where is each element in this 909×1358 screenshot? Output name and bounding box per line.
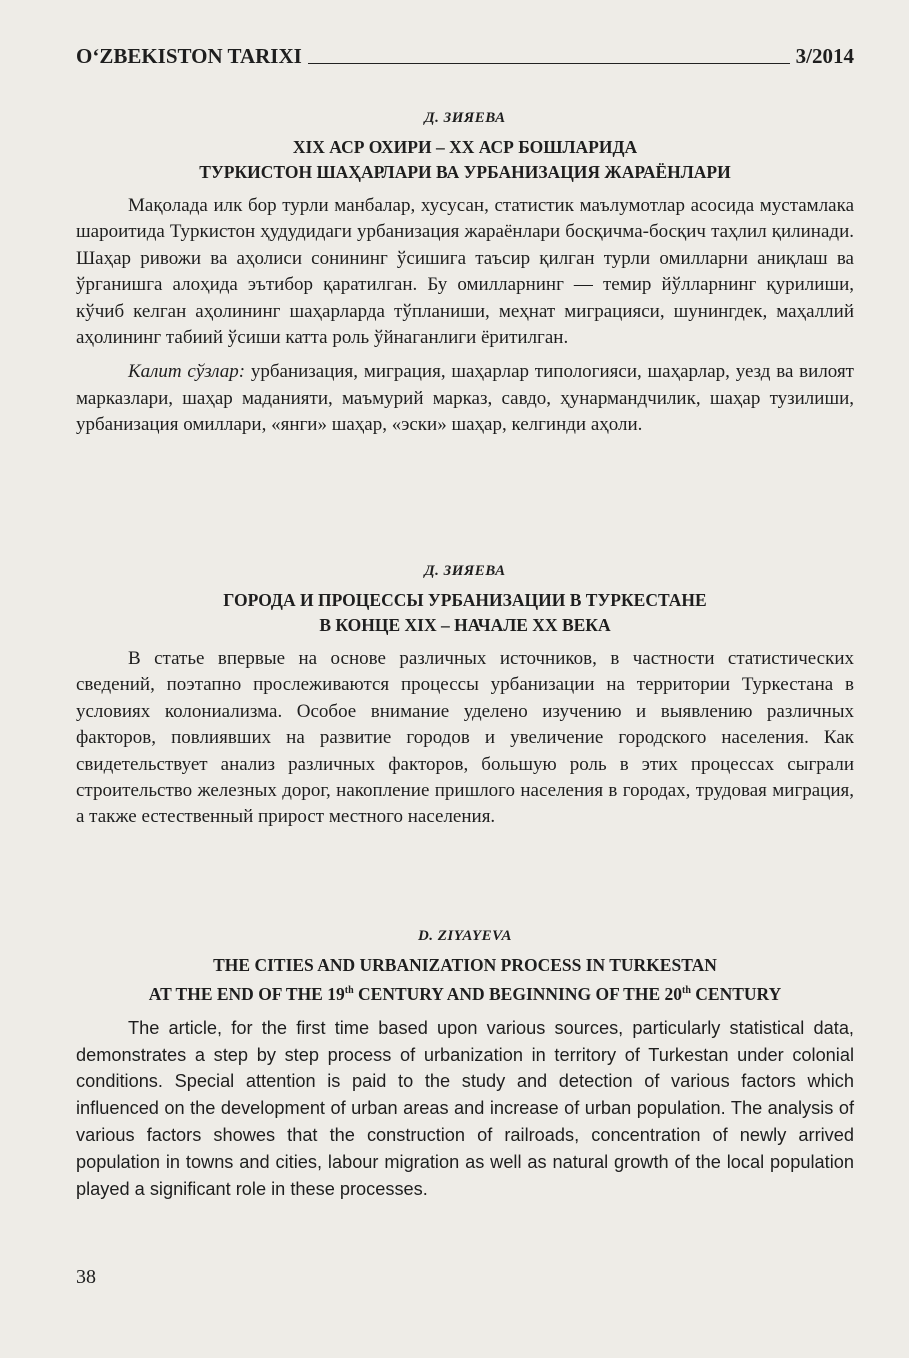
journal-name: O‘ZBEKISTON TARIXI xyxy=(76,44,302,68)
abstract-en: The article, for the first time based upon various sources, particularly statistical data, demonstrates a step by step process of urbanization in territory of Turkestan under colonial conditions. Special attention is paid to the study and detection of various factors which influenced on the development of urban areas and increase of urban population. The analysis of various factors showes that the construction of railroads, concentration of newly arrived population in towns and cities, labour migration as well as natural growth of the local population played a significant role in these processes. xyxy=(76,1017,854,1199)
page-number: 38 xyxy=(76,1266,96,1288)
uzbek-abstract-section xyxy=(76,110,854,439)
title-en-sup2: th xyxy=(682,985,691,996)
keywords-uz xyxy=(76,359,854,438)
title-en-line2 xyxy=(76,978,854,1007)
author-ru: Д. ЗИЯЕВА xyxy=(424,563,506,579)
author-en: D. ZIYAYEVA xyxy=(417,928,513,944)
title-uz-line1: XIX АСР ОХИРИ – XX АСР БОШЛАРИДА xyxy=(292,137,638,157)
title-en-line2-part3: CENTURY xyxy=(690,983,782,1004)
issue-number: 3/2014 xyxy=(795,44,854,68)
title-ru-line1: ГОРОДА И ПРОЦЕССЫ УРБАНИЗАЦИИ В ТУРКЕСТАНЕ xyxy=(223,590,707,610)
title-ru-line2: В КОНЦЕ XIX – НАЧАЛЕ XX ВЕКА xyxy=(319,615,611,635)
title-en xyxy=(76,953,854,1007)
russian-abstract-section xyxy=(76,563,854,831)
keywords-list: урбанизация, миграция, шаҳарлар типологияси, шаҳарлар, уезд ва вилоят марказлари, шаҳар маданияти, маъмурий марказ, савдо, ҳунармандчилик, шаҳар тузилиши, урбанизация омиллари, «янги» шаҳар, «эски» шаҳар, келгинди аҳоли. xyxy=(76,361,854,436)
running-header xyxy=(76,44,854,69)
header-rule xyxy=(308,63,790,64)
title-en-line1: THE CITIES AND URBANIZATION PROCESS IN TURKESTAN xyxy=(213,955,717,975)
title-uz-line2: ТУРКИСТОН ШАҲАРЛАРИ ВА УРБАНИЗАЦИЯ ЖАРАЁНЛАРИ xyxy=(199,162,731,182)
english-abstract-section xyxy=(76,928,854,1202)
abstract-uz: Мақолада илк бор турли манбалар, хусусан, статистик маълумотлар асосида мустамлака шароитида Туркистон ҳудудидаги урбанизация жараёнлари босқичма-босқич таҳлил қилинади. Шаҳар ривожи ва аҳолиси сонининг ўсишига таъсир қилган турли омилларни аниқлаш ва ўрганишга алоҳида эътибор қаратилган. Бу омилларнинг — темир йўлларнинг қурилиши, кўчиб келган аҳолининг шаҳарларда тўпланиши, меҳнат миграцияси, шунингдек, маҳаллий аҳолининг табиий ўсиши катта роль ўйнаганлиги ёритилган. xyxy=(76,195,854,349)
abstract-ru: В статье впервые на основе различных источников, в частности статистических сведений, поэтапно прослеживаются процессы урбанизации на территории Туркестана в условиях колониализма. Особое внимание уделено изучению и выявлению различных факторов, повлиявших на развитие городов и увеличение городского населения. Как свидетельствует анализ различных факторов, большую роль в этих процессах сыграли строительство железных дорог, накопление пришлого населения в городах, трудовая миграция, а также естественный прирост местного населения. xyxy=(76,648,854,828)
title-en-line2-part1: AT THE END OF THE 19 xyxy=(148,983,345,1004)
title-en-line2-part2: CENTURY AND BEGINNING OF THE 20 xyxy=(353,983,683,1004)
keywords-label: Калит сўзлар: xyxy=(128,361,246,383)
author-uz: Д. ЗИЯЕВА xyxy=(424,110,506,126)
title-ru xyxy=(76,588,854,638)
title-uz xyxy=(76,135,854,185)
title-en-sup1: th xyxy=(344,985,354,996)
